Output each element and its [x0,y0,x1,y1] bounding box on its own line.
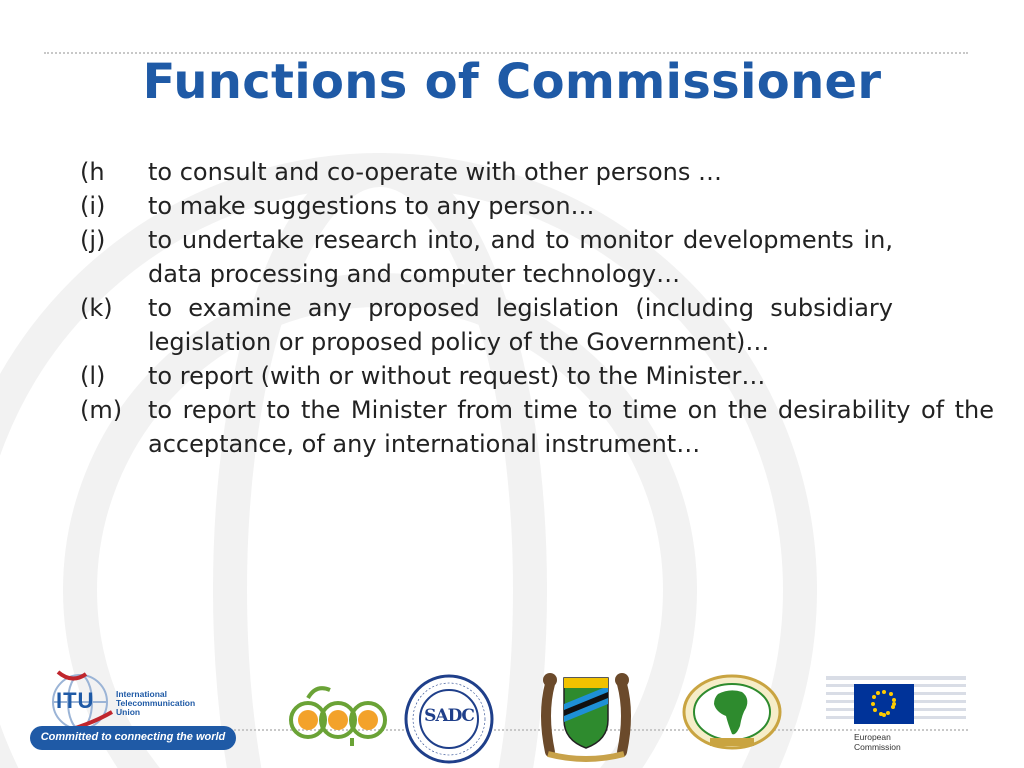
functions-list [80,155,994,461]
item-text: to undertake research into, and to monitor developments in, data processing and computer technology… [148,226,893,288]
item-text: to report (with or without request) to the Minister… [148,362,766,390]
itu-letters: ITU [56,688,95,713]
eu-label-line: Commission [854,742,901,752]
coat-of-arms-icon [528,664,644,764]
list-item [80,291,994,359]
eu-label [854,732,901,752]
itu-name-line: Union [116,707,141,717]
list-item [80,359,994,393]
partner-emblem-icon [286,680,390,748]
item-marker: (h [80,158,105,186]
african-union-emblem-icon [680,674,784,754]
itu-logo [28,664,238,754]
list-item [80,223,994,291]
item-marker: (i) [80,192,106,220]
eu-label-line: European [854,732,891,742]
eu-flag-icon [826,664,966,734]
item-marker: (k) [80,294,113,322]
item-marker: (l) [80,362,106,390]
slide-title: Functions of Commissioner [142,54,882,110]
itu-name-line: International [116,689,168,699]
list-item [80,155,994,189]
european-commission-logo [826,664,966,760]
item-marker: (m) [80,396,123,424]
itu-tagline: Committed to connecting the world [40,731,226,743]
item-text: to report to the Minister from time to time on the desirability of the acceptance, of any international instrument… [148,396,994,458]
sadc-seal [404,674,494,764]
item-text: to make suggestions to any person… [148,192,595,220]
itu-name-line: Telecommunication [116,698,196,708]
item-marker: (j) [80,226,106,254]
item-text: to examine any proposed legislation (including subsidiary legislation or proposed policy of the Government)… [148,294,893,356]
item-text: to consult and co-operate with other persons … [148,158,723,186]
list-item [80,189,994,223]
itu-name [116,690,195,717]
sadc-letters: SADC [424,706,474,726]
list-item [80,393,994,461]
